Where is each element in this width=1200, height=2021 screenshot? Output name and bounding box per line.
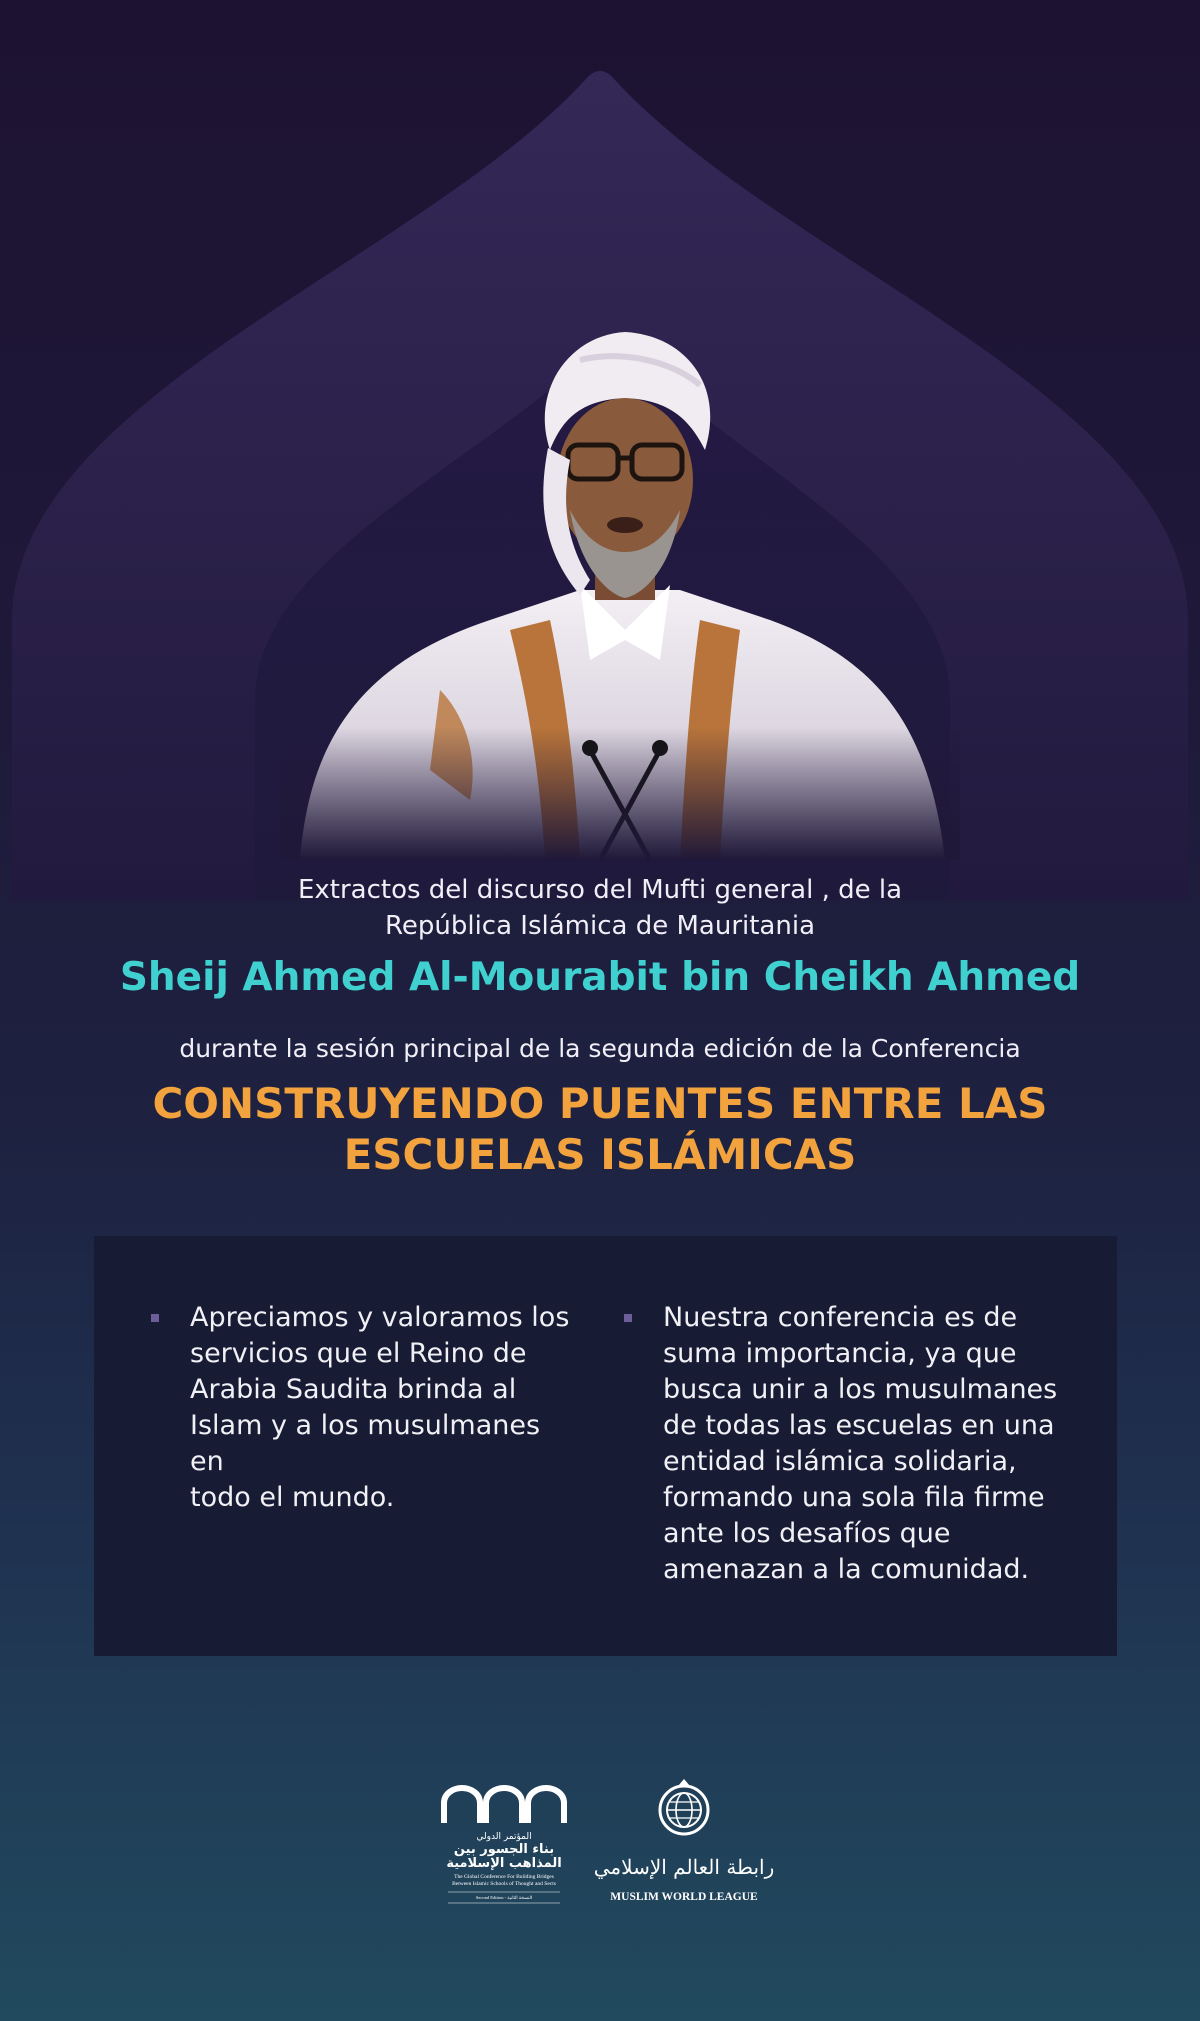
bridges-conference-logo <box>438 1785 570 1911</box>
svg-text:المؤتمر الدولي: المؤتمر الدولي <box>476 1832 532 1842</box>
bullet-square-icon <box>624 1314 632 1322</box>
conference-title-line-1: CONSTRUYENDO PUENTES ENTRE LAS <box>152 1079 1048 1128</box>
intro-text <box>0 872 1200 944</box>
quote-line: Nuestra conferencia es de <box>663 1302 1018 1333</box>
intro-line-2: República Islámica de Mauritania <box>384 911 815 941</box>
quote-item <box>190 1300 570 1516</box>
conference-title <box>100 1078 1100 1180</box>
quote-line: formando una sola fila firme <box>663 1482 1045 1513</box>
quote-line: ante los desafíos que <box>663 1518 951 1549</box>
globe-emblem-icon <box>660 1779 708 1834</box>
svg-text:بناء الجسور بين: بناء الجسور بين <box>453 1842 555 1857</box>
muslim-world-league-logo <box>593 1782 775 1912</box>
quote-line: busca unir a los musulmanes <box>663 1374 1058 1405</box>
quote-line: suma importancia, ya que <box>663 1338 1017 1369</box>
intro-line-1: Extractos del discurso del Mufti general , de la <box>297 875 903 905</box>
quote-item <box>663 1300 1063 1588</box>
conference-title-line-2: ESCUELAS ISLÁMICAS <box>343 1130 857 1179</box>
bullet-square-icon <box>151 1314 159 1322</box>
quote-line: de todas las escuelas en una <box>663 1410 1055 1441</box>
quote-line: Arabia Saudita brinda al <box>190 1374 517 1405</box>
svg-text:المذاهب الإسلامية: المذاهب الإسلامية <box>446 1856 562 1871</box>
quote-line: entidad islámica solidaria, <box>663 1446 1017 1477</box>
quote-line: Apreciamos y valoramos los <box>190 1302 570 1333</box>
speaker-name: Sheij Ahmed Al-Mourabit bin Cheikh Ahmed <box>119 955 1081 1000</box>
svg-text:Between Islamic Schools of Tho: Between Islamic Schools of Thought and Sects <box>452 1881 556 1887</box>
svg-text:MUSLIM WORLD LEAGUE: MUSLIM WORLD LEAGUE <box>610 1891 758 1903</box>
context-text: durante la sesión principal de la segunda edición de la Conferencia <box>179 1034 1021 1063</box>
quote-line: amenazan a la comunidad. <box>663 1554 1030 1585</box>
quote-line: Islam y a los musulmanes en <box>190 1410 541 1477</box>
svg-text:Second Edition - النسخة الثاني: Second Edition - النسخة الثانية <box>475 1895 533 1900</box>
svg-text:The Global Conference For Buil: The Global Conference For Building Bridges <box>454 1874 554 1880</box>
arches-icon <box>444 1788 564 1823</box>
quote-line: servicios que el Reino de <box>190 1338 527 1369</box>
svg-text:رابطة العالم الإسلامي: رابطة العالم الإسلامي <box>593 1855 775 1879</box>
quote-line: todo el mundo. <box>190 1482 395 1513</box>
speaker-portrait <box>280 330 960 860</box>
